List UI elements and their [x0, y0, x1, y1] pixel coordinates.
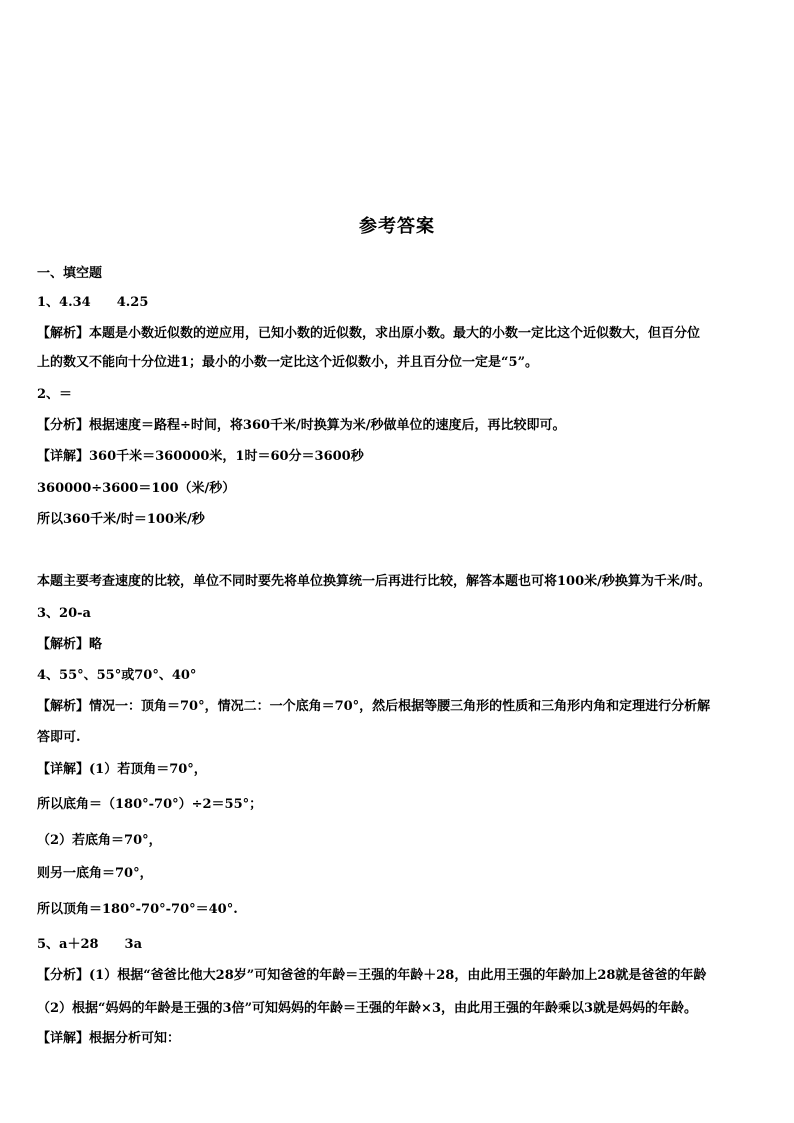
answer-4-analysis-line-1: 【解析】情况一：顶角＝70°，情况二：一个底角＝70°，然后根据等腰三角形的性质和三角形内角和定理进行分析解 — [37, 699, 711, 714]
answer-4-detail-line-4: 则另一底角＝70°， — [37, 866, 153, 881]
answer-1-analysis-line-2: 上的数又不能向十分位进1；最小的小数一定比这个近似数小，并且百分位一定是“5”。 — [37, 355, 539, 370]
answer-3-analysis: 【解析】略 — [37, 637, 103, 652]
answer-4-detail-line-3: （2）若底角＝70°， — [37, 833, 162, 848]
answer-2-analysis: 【分析】根据速度＝路程÷时间，将360千米/时换算为米/秒做单位的速度后，再比较即可。 — [37, 418, 566, 433]
answer-5-detail: 【详解】根据分析可知： — [37, 1031, 181, 1046]
answer-3: 3、20-a — [37, 606, 91, 621]
answer-2-summary: 本题主要考查速度的比较，单位不同时要先将单位换算统一后再进行比较，解答本题也可将100米/秒换算为千米/时。 — [37, 574, 711, 589]
answer-2-detail-line-2: 360000÷3600＝100（米/秒） — [37, 481, 236, 496]
answer-5-analysis-line-2: （2）根据“妈妈的年龄是王强的3倍”可知妈妈的年龄＝王强的年龄×3，由此用王强的年龄乘以3就是妈妈的年龄。 — [37, 1001, 698, 1016]
answer-5: 5、a＋28 3a — [37, 937, 143, 952]
answer-2-detail-line-3: 所以360千米/时＝100米/秒 — [37, 512, 205, 527]
answer-5-analysis-line-1: 【分析】(1）根据“爸爸比他大28岁”可知爸爸的年龄＝王强的年龄＋28，由此用王强的年龄加上28就是爸爸的年龄 — [37, 968, 707, 983]
answer-4-detail-line-1: 【详解】(1）若顶角＝70°， — [37, 762, 207, 777]
answer-4: 4、55°、55°或70°、40° — [37, 668, 197, 683]
answer-1: 1、4.34 4.25 — [37, 295, 149, 310]
page-title: 参考答案 — [359, 216, 435, 237]
answer-2: 2、＝ — [37, 387, 73, 402]
answer-4-detail-line-5: 所以顶角＝180°-70°-70°＝40°. — [37, 902, 238, 917]
answer-2-detail-line-1: 【详解】360千米＝360000米，1时＝60分＝3600秒 — [37, 449, 364, 464]
answer-4-detail-line-2: 所以底角＝（180°-70°）÷2＝55°； — [37, 797, 263, 812]
answer-1-analysis-line-1: 【解析】本题是小数近似数的逆应用，已知小数的近似数，求出原小数。最大的小数一定比这个近似数大，但百分位 — [37, 326, 701, 341]
answer-4-analysis-line-2: 答即可. — [37, 730, 81, 745]
section-heading: 一、填空题 — [37, 266, 103, 281]
